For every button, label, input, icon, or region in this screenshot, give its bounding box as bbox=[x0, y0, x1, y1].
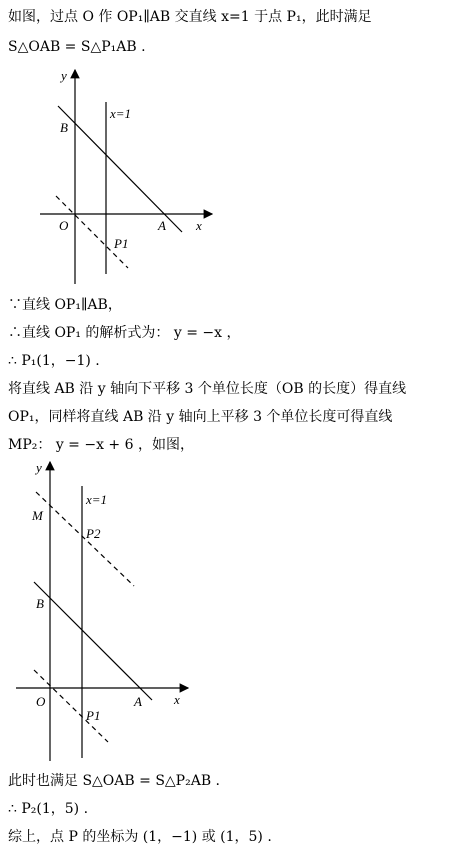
point-p1-label: P1 bbox=[86, 708, 101, 723]
vline-label: x=1 bbox=[86, 492, 108, 507]
text-line-9: 此时也满足 S△OAB = S△P₂AB . bbox=[8, 773, 221, 789]
text-line-6: 将直线 AB 沿 y 轴向下平移 3 个单位长度（OB 的长度）得直线 bbox=[8, 381, 407, 397]
line-ab bbox=[34, 582, 152, 700]
origin-label: O bbox=[59, 218, 69, 233]
text-line-11: 综上，点 P 的坐标为 (1，−1) 或 (1，5) . bbox=[8, 829, 272, 845]
y-axis-label: y bbox=[61, 68, 67, 83]
line-ab bbox=[58, 106, 182, 232]
text-line-8: MP₂： y = −x + 6 ，如图， bbox=[8, 437, 194, 453]
point-p1-label: P1 bbox=[114, 236, 129, 251]
figure-2 bbox=[12, 456, 192, 764]
text-line-5: ∴ P₁(1，−1) . bbox=[8, 353, 100, 369]
text-line-3: ∵直线 OP₁∥AB， bbox=[8, 297, 122, 313]
text-line-1: 如图，过点 O 作 OP₁∥AB 交直线 x=1 于点 P₁，此时满足 bbox=[8, 9, 372, 25]
y-axis-label: y bbox=[36, 460, 42, 475]
line-mp2-dashed bbox=[36, 492, 134, 586]
origin-label: O bbox=[36, 694, 46, 709]
text-line-2: S△OAB = S△P₁AB . bbox=[8, 39, 146, 55]
text-line-10: ∴ P₂(1，5) . bbox=[8, 801, 89, 817]
point-a-label: A bbox=[134, 694, 142, 709]
point-m-label: M bbox=[32, 508, 43, 523]
point-p2-label: P2 bbox=[86, 526, 101, 541]
text-line-7: OP₁，同样将直线 AB 沿 y 轴向上平移 3 个单位长度可得直线 bbox=[8, 409, 393, 425]
point-b-label: B bbox=[36, 596, 44, 611]
text-line-4: ∴直线 OP₁ 的解析式为： y = −x ， bbox=[8, 325, 241, 341]
x-axis-label: x bbox=[196, 218, 202, 233]
vline-label: x=1 bbox=[110, 106, 132, 121]
figure-1 bbox=[30, 62, 220, 290]
x-axis-label: x bbox=[174, 692, 180, 707]
point-b-label: B bbox=[60, 120, 68, 135]
point-a-label: A bbox=[158, 218, 166, 233]
